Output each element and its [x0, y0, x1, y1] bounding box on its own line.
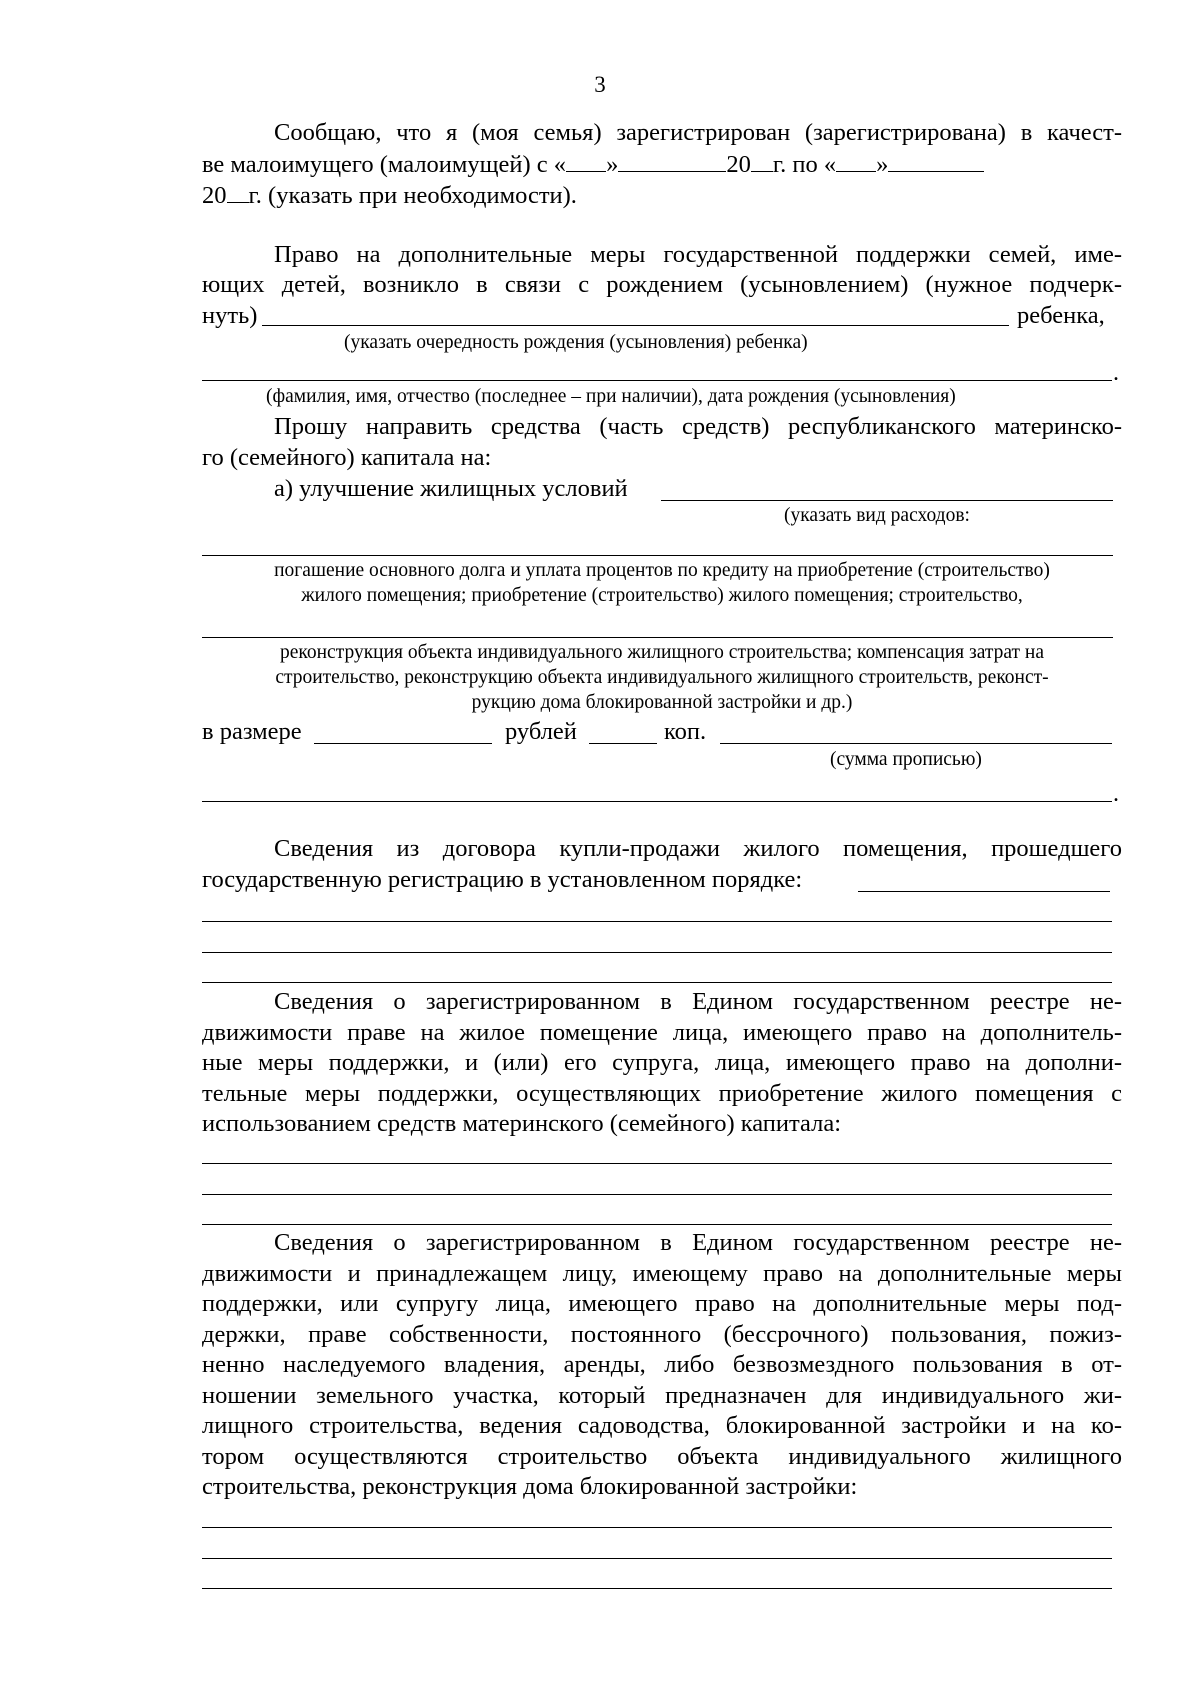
land-line-5: ненно наследуемого владения, аренды, либо безвозмездного пользования в от-	[202, 1351, 1122, 1378]
hint-expense-line-6: рукцию дома блокированной застройки и др.)	[471, 692, 853, 713]
amount-words-field[interactable]	[720, 743, 1112, 744]
contract-field-2[interactable]	[202, 921, 1112, 922]
support-right-line-2: ющих детей, возникло в связи с рождением (усыновлением) (нужное подчерк-	[202, 271, 1122, 298]
low-income-line-1: Сообщаю, что я (моя семья) зарегистрирован (зарегистрирована) в качест-	[274, 119, 1122, 146]
hint-expense-type: (указать вид расходов:	[784, 505, 970, 526]
contract-field-4[interactable]	[202, 982, 1112, 983]
child-name-dot: .	[1113, 360, 1119, 386]
registry-line-3: ные меры поддержки, и (или) его супруга, лица, имеющего право на дополни-	[202, 1049, 1122, 1076]
end-month-field[interactable]	[888, 150, 984, 172]
land-line-8: тором осуществляются строительство объекта индивидуального жилищного	[202, 1443, 1122, 1470]
hint-child-name: (фамилия, имя, отчество (последнее – при наличии), дата рождения (усыновления)	[266, 386, 956, 407]
kopecks-label: коп.	[664, 718, 707, 745]
item-a-label: а) улучшение жилищных условий	[274, 475, 628, 502]
support-right-line-3: нуть)	[202, 302, 258, 329]
registry-line-2: движимости праве на жилое помещение лица, имеющего право на дополнитель-	[202, 1019, 1122, 1046]
support-right-line-1: Право на дополнительные меры государственной поддержки семей, име-	[274, 241, 1122, 268]
land-line-9: строительства, реконструкция дома блокированной застройки:	[202, 1473, 858, 1500]
end-day-field[interactable]	[836, 150, 876, 172]
amount-words-field-2[interactable]	[202, 801, 1112, 802]
request-line-2: го (семейного) капитала на:	[202, 444, 492, 471]
land-line-2: движимости и принадлежащем лицу, имеющему право на дополнительные меры	[202, 1260, 1122, 1287]
registry-field-3[interactable]	[202, 1224, 1112, 1225]
hint-expense-line-5: строительство, реконструкцию объекта индивидуального жилищного строительств, реконст-	[275, 667, 1049, 688]
start-day-field[interactable]	[566, 150, 606, 172]
low-income-line-2: ве малоимущего (малоимущей) с « » 20 г. по « »	[202, 150, 1122, 180]
hint-amount-words: (сумма прописью)	[830, 749, 982, 770]
registry-line-5: использованием средств материнского (семейного) капитала:	[202, 1110, 842, 1137]
registry-line-1: Сведения о зарегистрированном в Едином государственном реестре не-	[274, 988, 1122, 1015]
land-field-3[interactable]	[202, 1588, 1112, 1589]
contract-line-1: Сведения из договора купли-продажи жилого помещения, прошедшего	[274, 835, 1122, 862]
end-year-field[interactable]	[227, 181, 249, 203]
expense-type-field[interactable]	[661, 500, 1113, 501]
registry-field-1[interactable]	[202, 1163, 1112, 1164]
start-year-field[interactable]	[751, 150, 773, 172]
land-field-1[interactable]	[202, 1527, 1112, 1528]
amount-kopecks-field[interactable]	[589, 743, 657, 744]
contract-line-2: государственную регистрацию в установленном порядке:	[202, 866, 803, 893]
land-line-1: Сведения о зарегистрированном в Едином государственном реестре не-	[274, 1229, 1122, 1256]
expense-type-field-3[interactable]	[202, 637, 1113, 638]
expense-type-field-2[interactable]	[202, 555, 1113, 556]
hint-expense-line-3: жилого помещения; приобретение (строительство) жилого помещения; строительство,	[301, 585, 1023, 606]
rubles-label: рублей	[505, 718, 577, 745]
registry-line-4: тельные меры поддержки, осуществляющих приобретение жилого помещения с	[202, 1080, 1122, 1107]
land-line-4: держки, праве собственности, постоянного (бессрочного) пользования, пожиз-	[202, 1321, 1122, 1348]
birth-order-field[interactable]	[262, 325, 1009, 326]
hint-expense-line-4: реконструкция объекта индивидуального жилищного строительства; компенсация затрат на	[279, 642, 1045, 663]
amount-words-dot: .	[1113, 781, 1119, 807]
contract-field-3[interactable]	[202, 952, 1112, 953]
low-income-line-3: 20 г. (указать при необходимости).	[202, 182, 577, 209]
hint-expense-line-2: погашение основного долга и уплата процентов по кредиту на приобретение (строительство)	[274, 560, 1050, 581]
child-name-field[interactable]	[202, 380, 1112, 381]
land-field-2[interactable]	[202, 1558, 1112, 1559]
page-number: 3	[594, 72, 606, 97]
land-line-3: поддержки, или супругу лица, имеющего право на дополнительные меры под-	[202, 1290, 1122, 1317]
amount-line: в размере	[202, 718, 302, 745]
hint-birth-order: (указать очередность рождения (усыновления) ребенка)	[344, 332, 808, 353]
request-line-1: Прошу направить средства (часть средств) республиканского материнско-	[274, 413, 1122, 440]
land-line-6: ношении земельного участка, который предназначен для индивидуального жи-	[202, 1382, 1122, 1409]
child-label: ребенка,	[1017, 302, 1105, 329]
land-line-7: лищного строительства, ведения садоводства, блокированной застройки и на ко-	[202, 1412, 1122, 1439]
start-month-field[interactable]	[618, 150, 726, 172]
contract-field-1[interactable]	[858, 891, 1110, 892]
amount-rubles-field[interactable]	[314, 743, 492, 744]
registry-field-2[interactable]	[202, 1194, 1112, 1195]
